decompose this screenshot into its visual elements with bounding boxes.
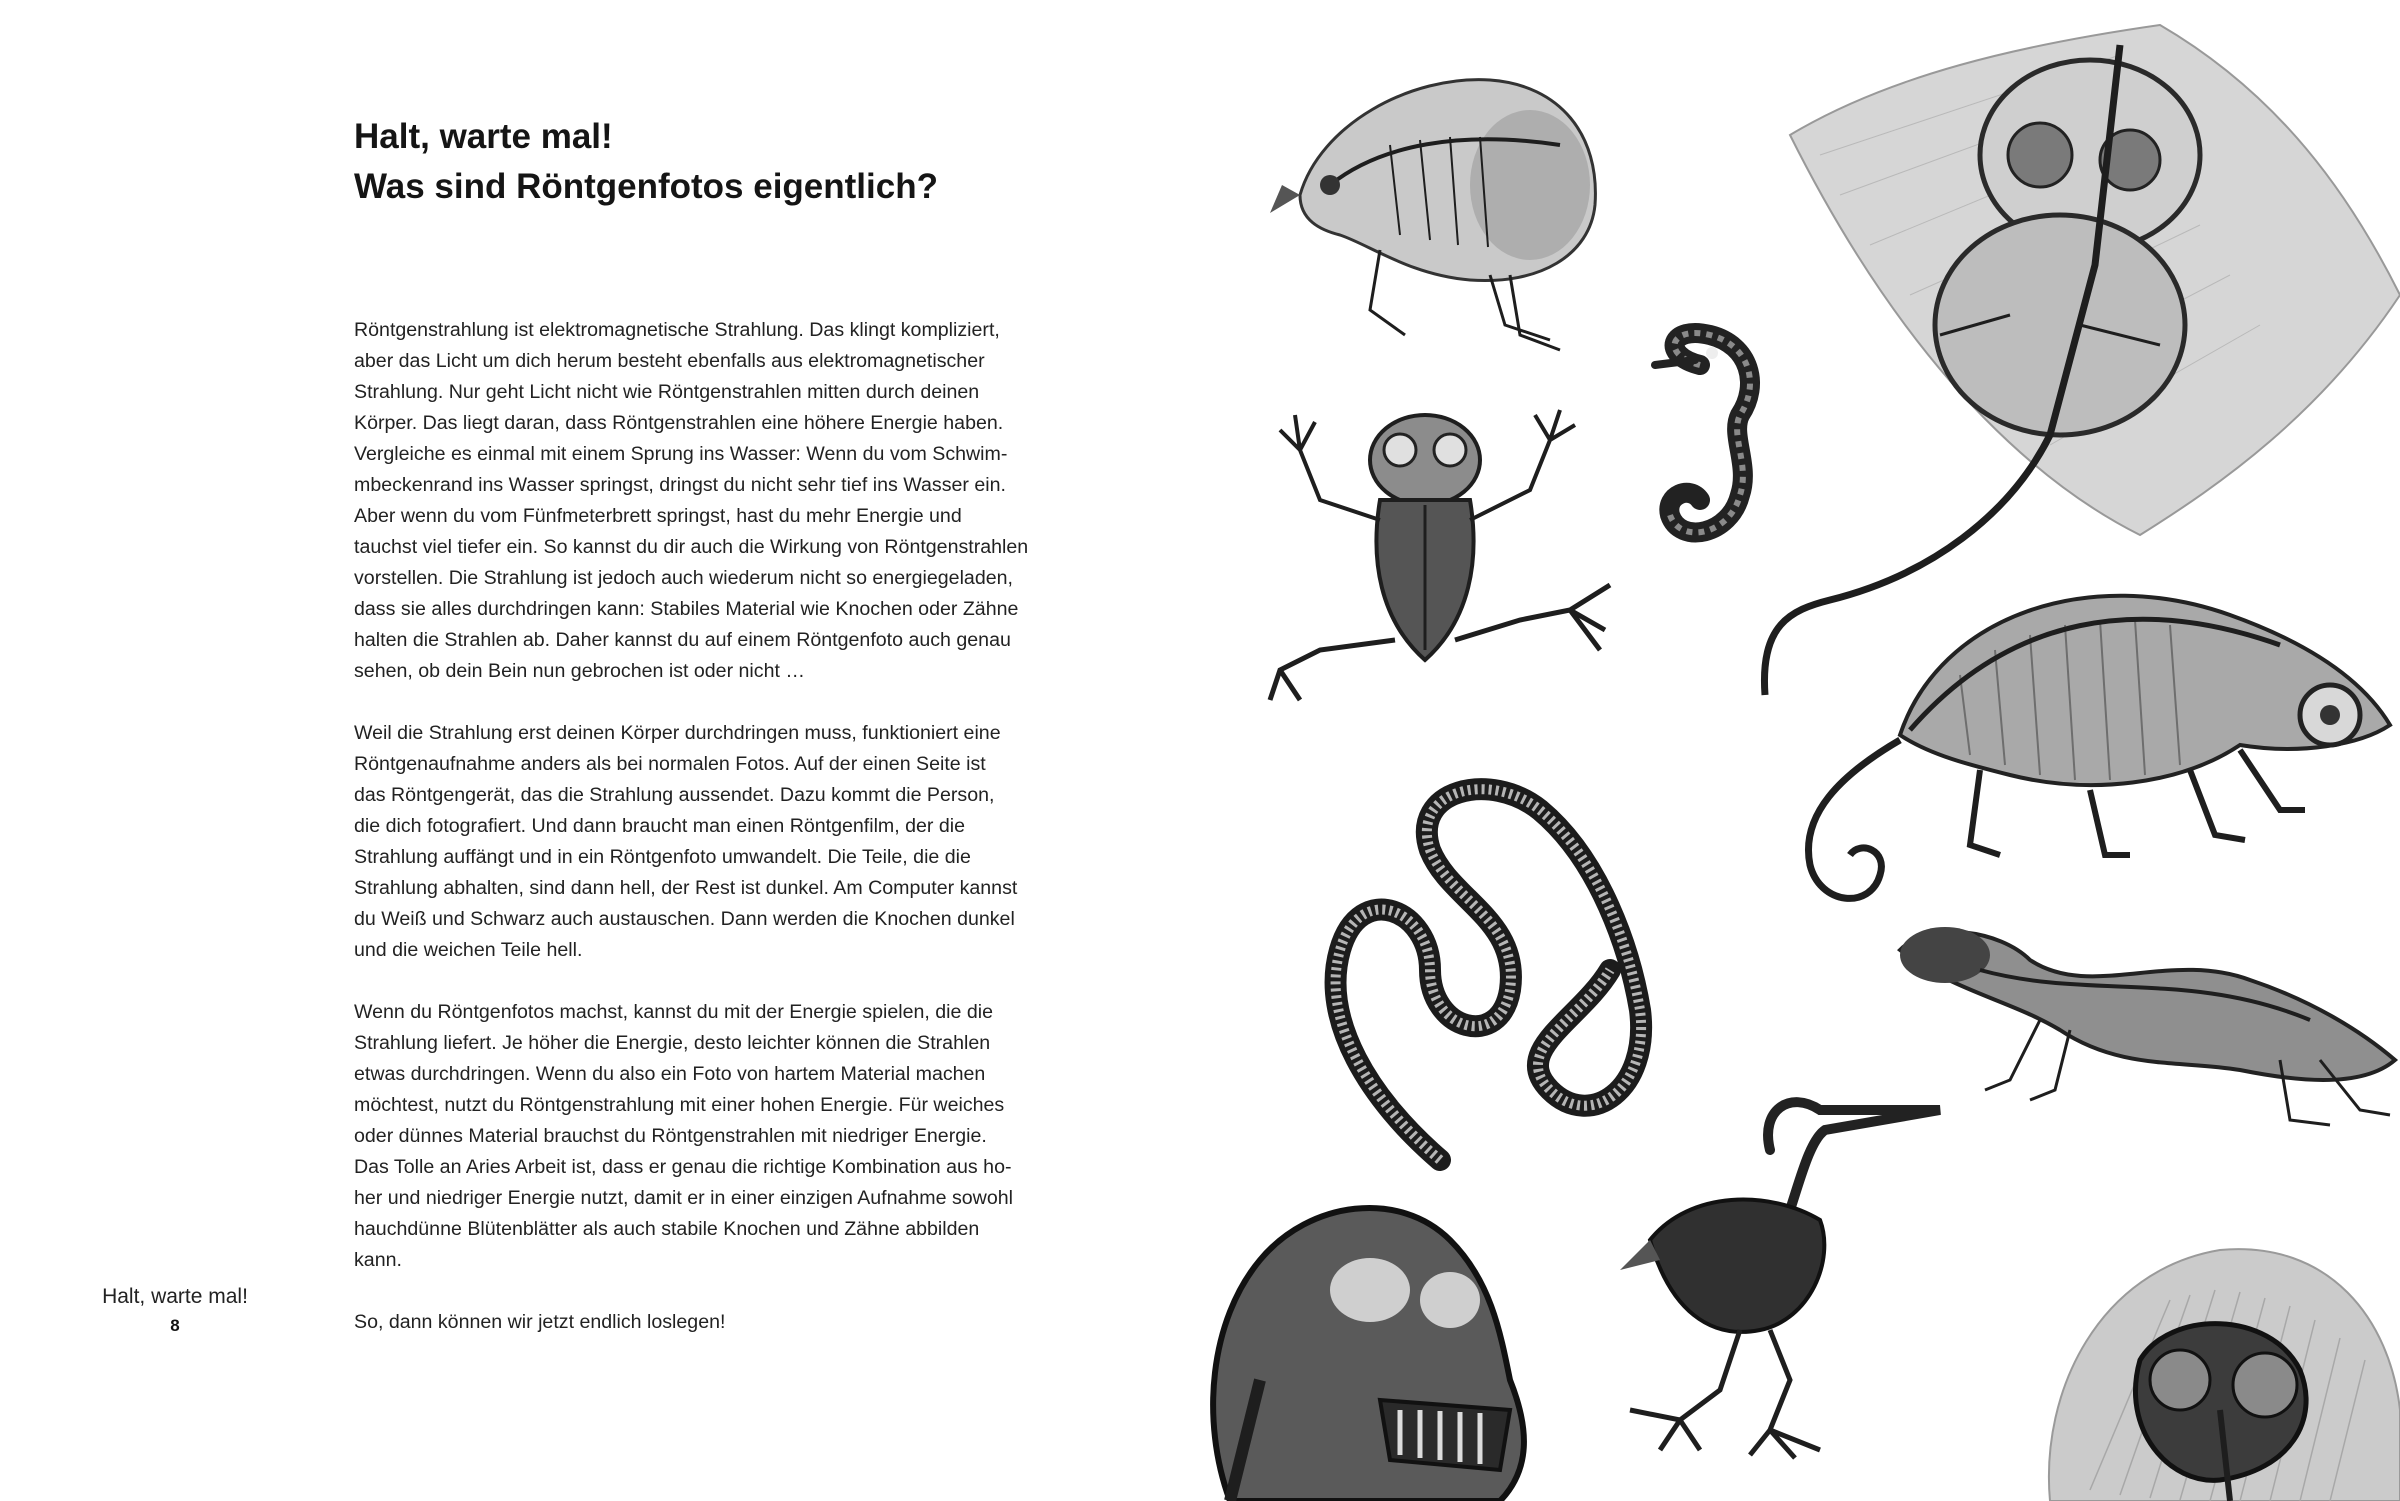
seahorse-xray-image [1640,325,1790,555]
shrew-xray-image [1260,35,1620,365]
text-line: oder dünnes Material brauchst du Röntgenstrahlen mit niedriger Energie. [354,1125,987,1147]
page-number: 8 [170,1316,180,1335]
text-line: Das Tolle an Aries Arbeit ist, dass er genau die richtige Kombination aus ho- [354,1156,1012,1178]
page-heading [354,112,938,212]
text-line: Weil die Strahlung erst deinen Körper durchdringen muss, funktioniert eine [354,722,1001,744]
heading-line-1: Halt, warte mal! [354,117,613,156]
bird-xray-image [1620,1090,1940,1460]
text-line: kann. [354,1249,402,1271]
text-line: die dich fotografiert. Und dann braucht man einen Röntgenfilm, der die [354,815,966,837]
text-line: und die weichen Teile hell. [354,939,583,961]
text-line: Röntgenaufnahme anders als bei normalen Fotos. Auf der einen Seite ist [354,753,986,775]
frog-xray-image [1260,410,1620,710]
text-line: Aber wenn du vom Fünfmeterbrett springst, hast du mehr Energie und [354,505,962,527]
paragraph-1 [354,315,1074,687]
text-line: Vergleiche es einmal mit einem Sprung ins Wasser: Wenn du vom Schwim- [354,443,1008,465]
text-line: So, dann können wir jetzt endlich loslegen! [354,1311,726,1333]
skull-xray-image [1200,1180,1540,1501]
chameleon-xray-image [1760,555,2400,935]
text-line: sehen, ob dein Bein nun gebrochen ist oder nicht … [354,660,805,682]
text-line: tauchst viel tiefer ein. So kannst du dir auch die Wirkung von Röntgenstrahlen [354,536,1029,558]
body-text [354,315,1074,1369]
text-line: her und niedriger Energie nutzt, damit er in einer einzigen Aufnahme sowohl [354,1187,1013,1209]
paragraph-3 [354,997,1074,1276]
text-line: Strahlung. Nur geht Licht nicht wie Röntgenstrahlen mitten durch deinen [354,381,980,403]
flower-xray-image [2030,1210,2400,1501]
text-line: Strahlung abhalten, sind dann hell, der Rest ist dunkel. Am Computer kannst [354,877,1018,899]
text-line: Körper. Das liegt daran, dass Röntgenstrahlen eine höhere Energie haben. [354,412,1004,434]
text-line: etwas durchdringen. Wenn du also ein Foto von hartem Material machen [354,1063,986,1085]
text-line: hauchdünne Blütenblätter als auch stabile Knochen und Zähne abbilden [354,1218,980,1240]
paragraph-2 [354,718,1074,966]
text-line: Strahlung liefert. Je höher die Energie, desto leichter können die Strahlen [354,1032,991,1054]
text-line: vorstellen. Die Strahlung ist jedoch auch wiederum nicht so energiegeladen, [354,567,1013,589]
text-line: möchtest, nutzt du Röntgenstrahlung mit einer hohen Energie. Für weiches [354,1094,1005,1116]
running-head: Halt, warte mal! [102,1285,248,1308]
paragraph-4 [354,1307,1074,1338]
text-line: Wenn du Röntgenfotos machst, kannst du mit der Energie spielen, die die [354,1001,993,1023]
text-line: halten die Strahlen ab. Daher kannst du auf einem Röntgenfoto auch genau [354,629,1011,651]
text-line: du Weiß und Schwarz auch austauschen. Dann werden die Knochen dunkel [354,908,1015,930]
text-line: mbeckenrand ins Wasser springst, dringst du nicht sehr tief ins Wasser ein. [354,474,1006,496]
text-line: Röntgenstrahlung ist elektromagnetische Strahlung. Das klingt kompliziert, [354,319,1000,341]
text-line: aber das Licht um dich herum besteht ebenfalls aus elektromagnetischer [354,350,985,372]
xray-animal-plate [1200,0,2400,1501]
heading-line-2: Was sind Röntgenfotos eigentlich? [354,167,938,206]
text-line: dass sie alles durchdringen kann: Stabiles Material wie Knochen oder Zähne [354,598,1019,620]
text-line: das Röntgengerät, das die Strahlung aussendet. Dazu kommt die Person, [354,784,995,806]
rodent-xray-image [1890,910,2400,1140]
text-line: Strahlung auffängt und in ein Röntgenfoto umwandelt. Die Teile, die die [354,846,971,868]
